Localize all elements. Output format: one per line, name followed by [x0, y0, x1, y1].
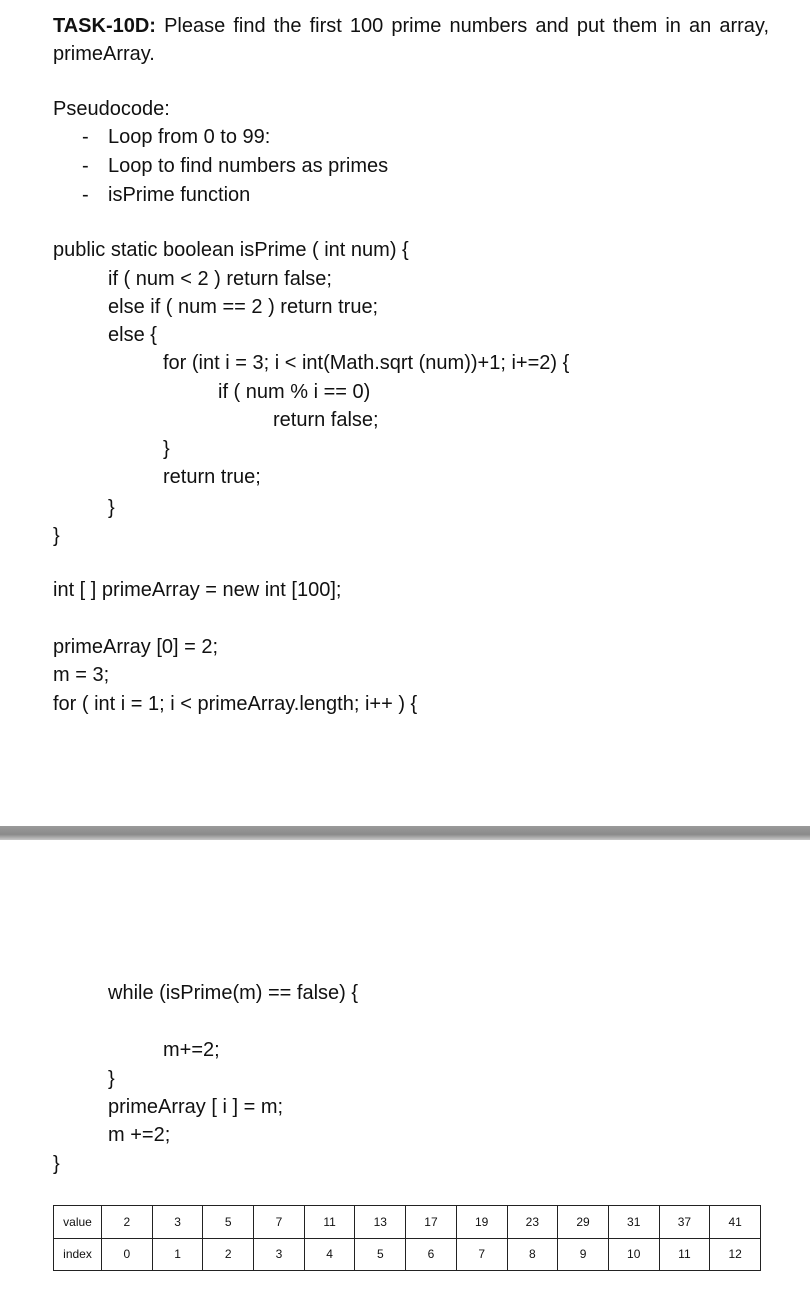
code-line: for ( int i = 1; i < primeArray.length; i++ ) {: [53, 693, 418, 715]
code-line: if ( num < 2 ) return false;: [108, 268, 332, 290]
pseudocode-dash: -: [82, 126, 89, 148]
index-cell: 5: [355, 1238, 406, 1271]
value-cell: 29: [558, 1206, 609, 1239]
pseudocode-item: isPrime function: [108, 184, 251, 206]
code-line: }: [53, 525, 60, 547]
index-cell: 9: [558, 1238, 609, 1271]
code-line: }: [163, 438, 170, 460]
prime-array-table: [53, 1205, 761, 1271]
index-cell: 0: [102, 1238, 153, 1271]
index-cell: 1: [152, 1238, 203, 1271]
code-line: }: [108, 497, 115, 519]
index-cell: 3: [254, 1238, 305, 1271]
value-cell: 5: [203, 1206, 254, 1239]
index-cell: 2: [203, 1238, 254, 1271]
value-cell: 37: [659, 1206, 710, 1239]
pseudocode-dash: -: [82, 184, 89, 206]
value-cell: 11: [304, 1206, 355, 1239]
value-cell: 3: [152, 1206, 203, 1239]
index-cell: 8: [507, 1238, 558, 1271]
code-line: if ( num % i == 0): [218, 381, 371, 403]
index-cell: 12: [710, 1238, 761, 1271]
code-line: primeArray [ i ] = m;: [108, 1096, 284, 1118]
value-cell: 17: [406, 1206, 457, 1239]
code-line: return true;: [163, 466, 261, 488]
code-line: }: [108, 1068, 115, 1090]
value-row: [54, 1206, 761, 1239]
code-line: primeArray [0] = 2;: [53, 636, 219, 658]
value-cell: 2: [102, 1206, 153, 1239]
task-text: Please find the first 100 prime numbers and put them in an array, primeArray.: [53, 15, 770, 65]
code-line: while (isPrime(m) == false) {: [108, 982, 359, 1004]
value-cell: 41: [710, 1206, 761, 1239]
index-row: [54, 1238, 761, 1271]
row-label-value: value: [54, 1206, 102, 1239]
code-line: }: [53, 1153, 60, 1175]
code-line: m +=2;: [108, 1124, 171, 1146]
task-statement: [53, 12, 769, 68]
index-cell: 4: [304, 1238, 355, 1271]
index-cell: 7: [456, 1238, 507, 1271]
pseudocode-item: Loop to find numbers as primes: [108, 155, 389, 177]
code-line: m+=2;: [163, 1039, 220, 1061]
page-divider: [0, 826, 810, 840]
pseudocode-dash: -: [82, 155, 89, 177]
value-cell: 7: [254, 1206, 305, 1239]
pseudocode-heading: Pseudocode:: [53, 98, 170, 120]
row-label-index: index: [54, 1238, 102, 1271]
code-line: public static boolean isPrime ( int num) {: [53, 239, 409, 261]
value-cell: 23: [507, 1206, 558, 1239]
pseudocode-item: Loop from 0 to 99:: [108, 126, 271, 148]
code-line: else if ( num == 2 ) return true;: [108, 296, 379, 318]
code-line: return false;: [273, 409, 379, 431]
index-cell: 10: [608, 1238, 659, 1271]
code-line: for (int i = 3; i < int(Math.sqrt (num))+1; i+=2) {: [163, 352, 570, 374]
code-line: else {: [108, 324, 157, 346]
code-line: m = 3;: [53, 664, 110, 686]
index-cell: 6: [406, 1238, 457, 1271]
index-cell: 11: [659, 1238, 710, 1271]
value-cell: 31: [608, 1206, 659, 1239]
value-cell: 19: [456, 1206, 507, 1239]
code-line: int [ ] primeArray = new int [100];: [53, 579, 342, 601]
value-cell: 13: [355, 1206, 406, 1239]
task-label: TASK-10D:: [53, 15, 156, 37]
